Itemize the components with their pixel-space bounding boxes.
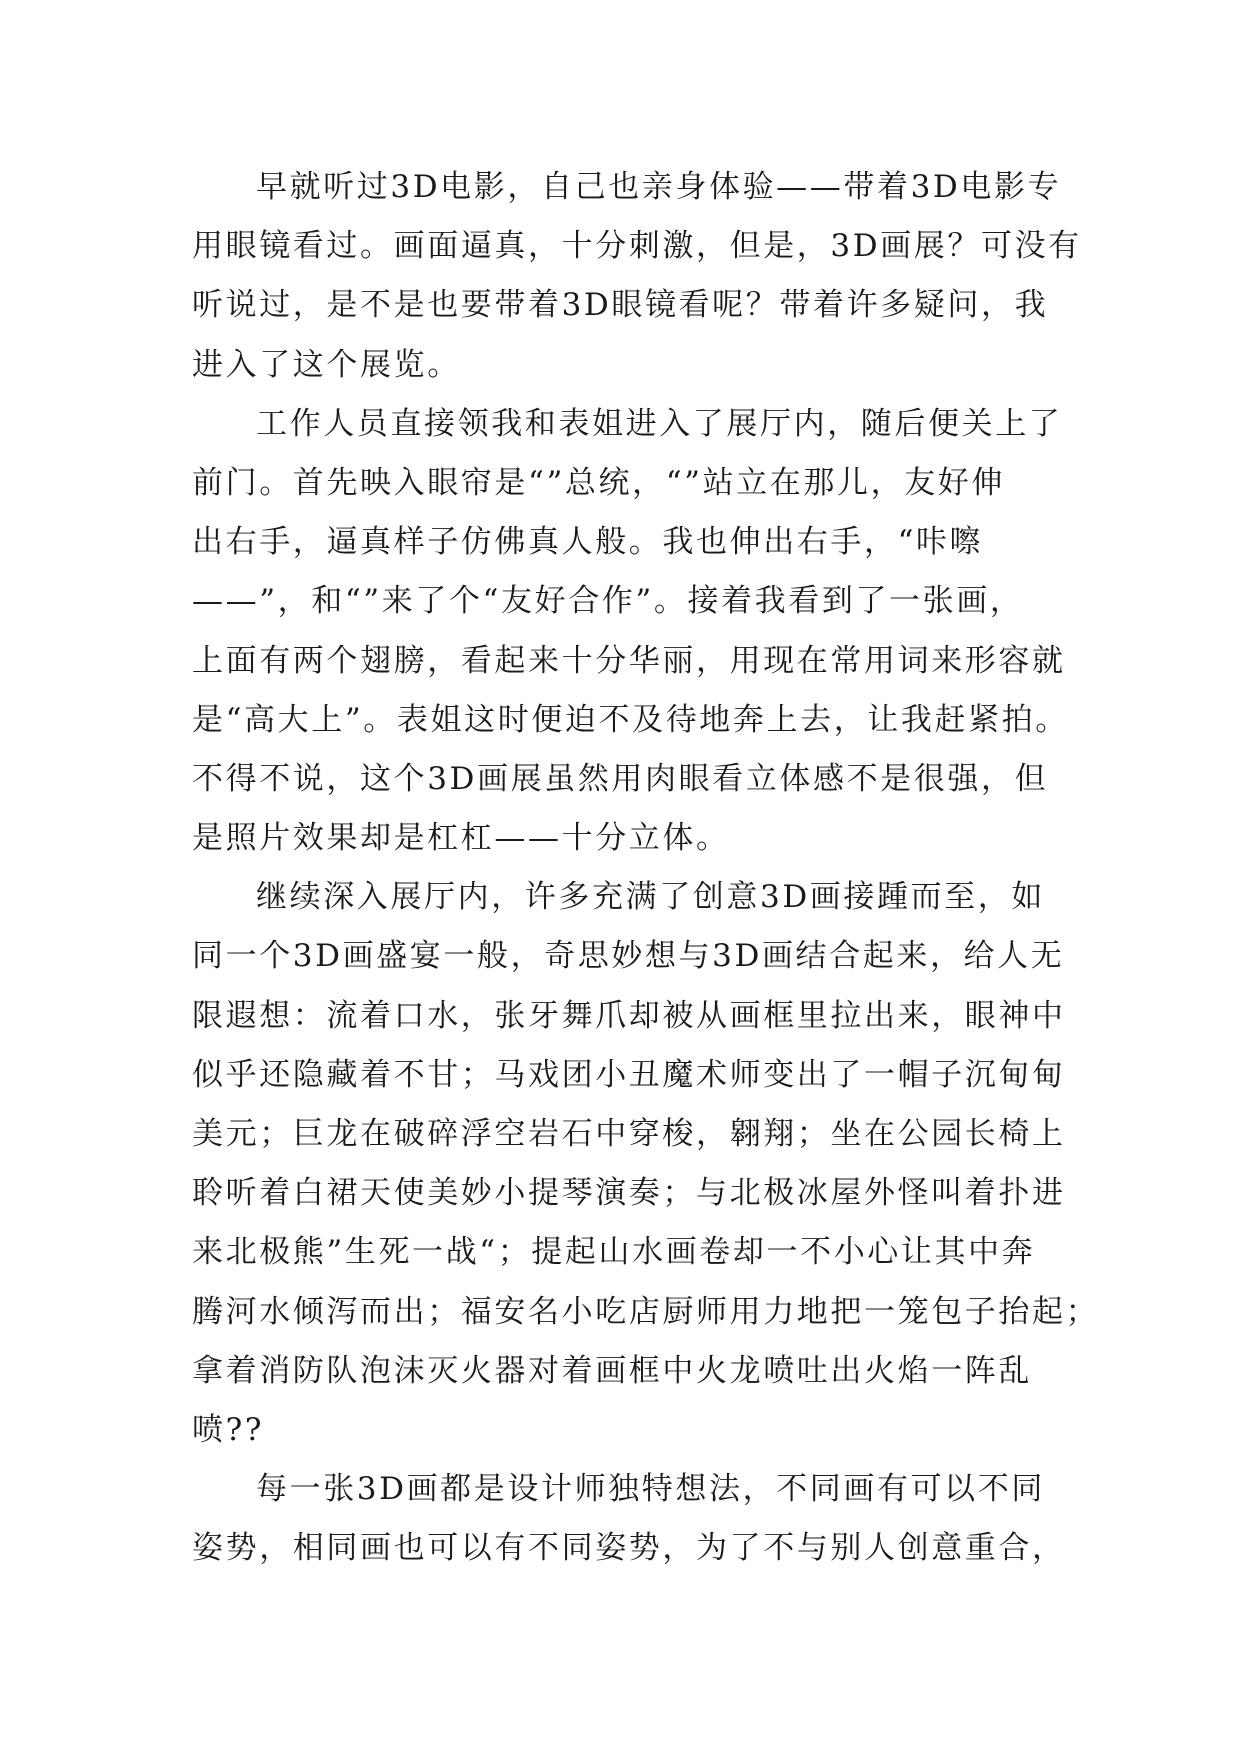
text-line: 喷?? bbox=[192, 1411, 265, 1448]
text-line: 听说过，是不是也要带着3D眼镜看呢？带着许多疑问，我 bbox=[192, 287, 1049, 324]
text-line: 似乎还隐藏着不甘；马戏团小丑魔术师变出了一帽子沉甸甸 bbox=[192, 1056, 1066, 1093]
text-line: 同一个3D画盛宴一般，奇思妙想与3D画结合起来，给人无 bbox=[192, 938, 1065, 975]
text-line: 早就听过3D电影，自己也亲身体验——带着3D电影专 bbox=[256, 169, 1062, 205]
text-line: 是“高大上”。表姐这时便迫不及待地奔上去，让我赶紧拍。 bbox=[192, 701, 1069, 738]
text-line: 不得不说，这个3D画展虽然用肉眼看立体感不是很强，但 bbox=[192, 760, 1049, 797]
text-line: 是照片效果却是杠杠——十分立体。 bbox=[192, 820, 730, 857]
text-line: 聆听着白裙天使美妙小提琴演奏；与北极冰屋外怪叫着扑进 bbox=[192, 1175, 1066, 1212]
text-line: 姿势，相同画也可以有不同姿势，为了不与别人创意重合， bbox=[192, 1530, 1066, 1567]
text-line: 前门。首先映入眼帘是“”总统，“”站立在那儿，友好伸 bbox=[192, 464, 1005, 501]
paragraph-creative-paintings bbox=[192, 868, 1100, 1460]
text-line: 美元；巨龙在破碎浮空岩石中穿梭，翱翔；坐在公园长椅上 bbox=[192, 1116, 1066, 1152]
text-line: 来北极熊”生死一战“；提起山水画卷却一不小心让其中奔 bbox=[192, 1234, 1036, 1271]
text-line: 每一张3D画都是设计师独特想法，不同画有可以不同 bbox=[256, 1471, 1045, 1508]
text-line: 进入了这个展览。 bbox=[192, 346, 461, 383]
paragraph-entering-hall bbox=[192, 395, 1069, 869]
text-line: 工作人员直接领我和表姐进入了展厅内，随后便关上了 bbox=[256, 405, 1063, 442]
text-line: 拿着消防队泡沫灭火器对着画框中火龙喷吐出火焰一阵乱 bbox=[192, 1352, 1032, 1389]
text-line: 限遐想：流着口水，张牙舞爪却被从画框里拉出来，眼神中 bbox=[192, 997, 1066, 1034]
text-line: 腾河水倾泻而出；福安名小吃店厨师用力地把一笼包子抬起； bbox=[192, 1293, 1100, 1330]
document-body bbox=[192, 158, 1100, 1579]
text-line: 用眼镜看过。画面逼真，十分刺激，但是，3D画展？可没有 bbox=[192, 228, 1082, 265]
text-line: 出右手，逼真样子仿佛真人般。我也伸出右手，“咔嚓 bbox=[192, 524, 984, 561]
paragraph-3d-movie-intro bbox=[192, 158, 1082, 395]
paragraph-designer-ideas bbox=[192, 1460, 1066, 1578]
text-line: ——”，和“”来了个“友好合作”。接着我看到了一张画， bbox=[192, 583, 1024, 620]
text-line: 继续深入展厅内，许多充满了创意3D画接踵而至，如 bbox=[256, 879, 1045, 916]
text-line: 上面有两个翅膀，看起来十分华丽，用现在常用词来形容就 bbox=[192, 642, 1066, 679]
